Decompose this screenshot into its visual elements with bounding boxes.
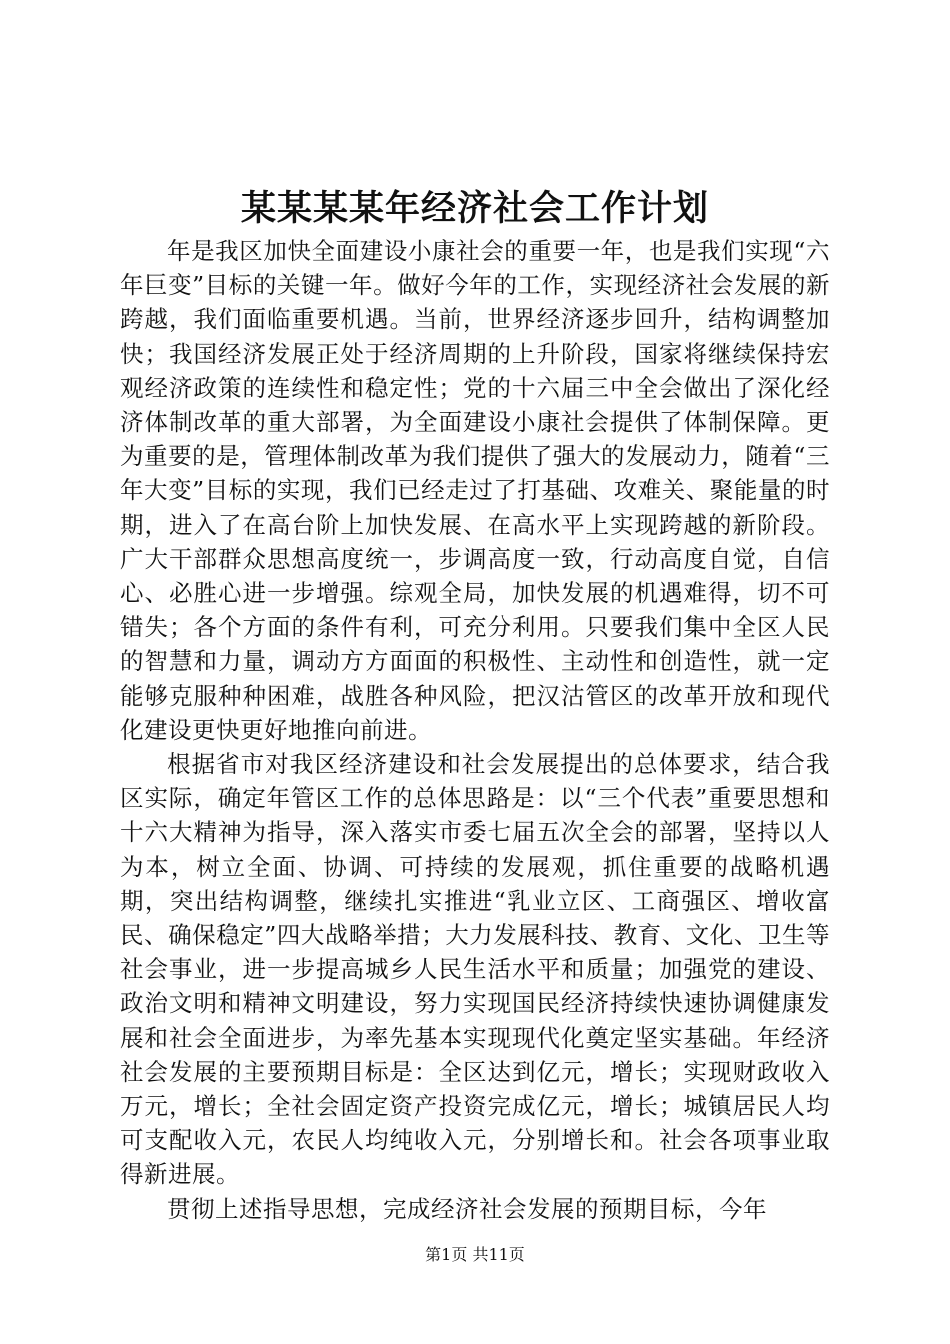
paragraph-1: 年是我区加快全面建设小康社会的重要一年，也是我们实现“六年巨变”目标的关键一年。做好今年的工作，实现经济社会发展的新跨越，我们面临重要机遇。当前，世界经济逐步回升，结构调整加快；我国经济发展正处于经济周期的上升阶段，国家将继续保持宏观经济政策的连续性和稳定性；党的十六届三中全会做出了深化经济体制改革的重大部署，为全面建设小康社会提供了体制保障。更为重要的是，管理体制改革为我们提供了强大的发展动力，随着“三年大变”目标的实现，我们已经走过了打基础、攻难关、聚能量的时期，进入了在高台阶上加快发展、在高水平上实现跨越的新阶段。广大干部群众思想高度统一，步调高度一致，行动高度自觉，自信心、必胜心进一步增强。综观全局，加快发展的机遇难得，切不可错失；各个方面的条件有利，可充分利用。只要我们集中全区人民的智慧和力量，调动方方面面的积极性、主动性和创造性，就一定能够克服种种困难，战胜各种风险，把汉沽管区的改革开放和现代化建设更快更好地推向前进。 [120,237,830,744]
document-title: 某某某某年经济社会工作计划 [240,188,709,229]
paragraph-2: 根据省市对我区经济建设和社会发展提出的总体要求，结合我区实际，确定年管区工作的总体思路是：以“三个代表”重要思想和十六大精神为指导，深入落实市委七届五次全会的部署，坚持以人为本，树立全面、协调、可持续的发展观，抓住重要的战略机遇期，突出结构调整，继续扎实推进“乳业立区、工商强区、增收富民、确保稳定”四大战略举措；大力发展科技、教育、文化、卫生等社会事业，进一步提高城乡人民生活水平和质量；加强党的建设、政治文明和精神文明建设，努力实现国民经济持续快速协调健康发展和社会全面进步，为率先基本实现现代化奠定坚实基础。年经济社会发展的主要预期目标是：全区达到亿元，增长；实现财政收入万元，增长；全社会固定资产投资完成亿元，增长；城镇居民人均可支配收入元，农民人均纯收入元，分别增长和。社会各项事业取得新进展。 [120,750,830,1189]
paragraph-3: 贯彻上述指导思想，完成经济社会发展的预期目标，今年 [167,1194,767,1223]
page-number-footer: 第1页 共11页 [425,1245,525,1264]
document-body [120,234,830,1226]
